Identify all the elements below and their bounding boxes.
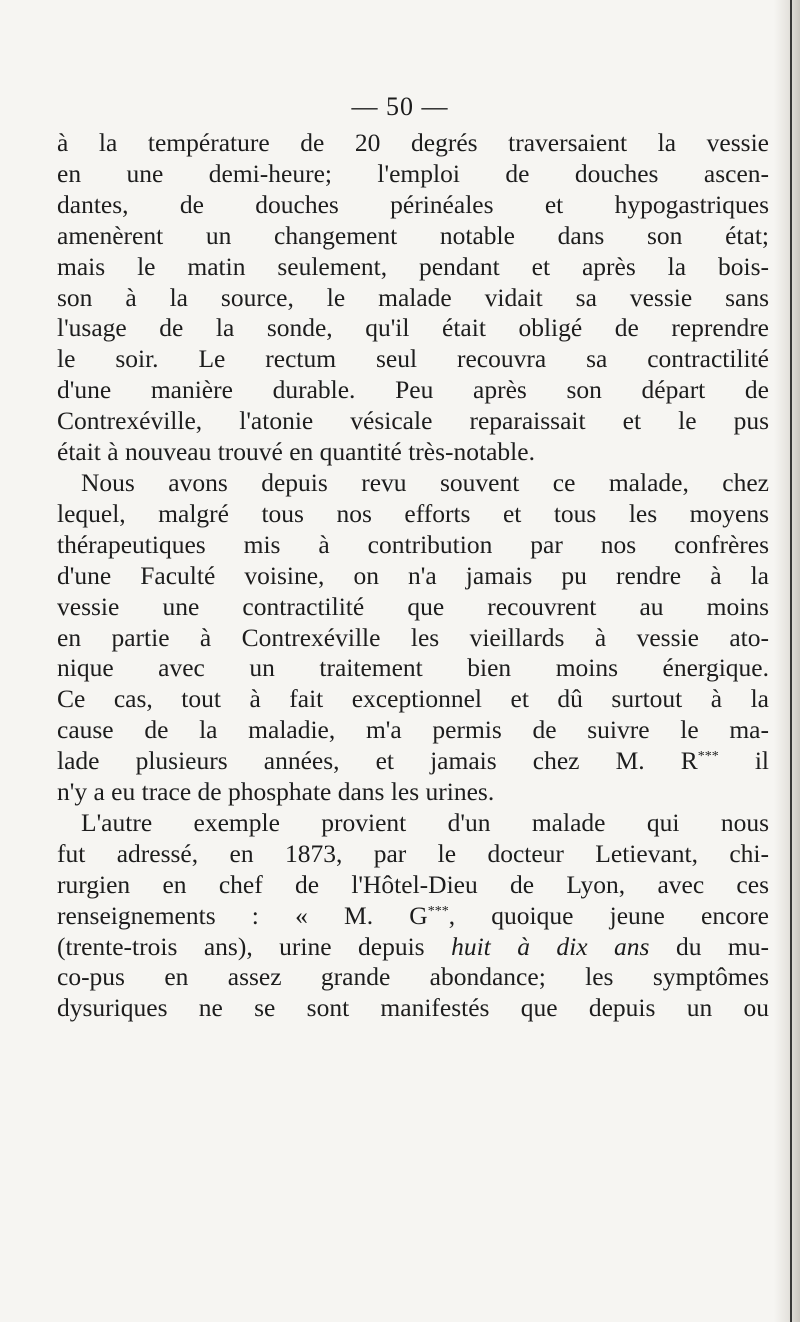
text-line <box>57 901 769 932</box>
text-line: dysuriques ne se sont manifestés que depuis un ou <box>57 993 769 1023</box>
text-line: était à nouveau trouvé en quantité très-notable. <box>57 437 535 467</box>
text-line: thérapeutiques mis à contribution par nos confrères <box>57 529 769 559</box>
text-line: Nous avons depuis revu souvent ce malade, chez <box>81 467 769 497</box>
text-line: cause de la maladie, m'a permis de suivre le ma- <box>57 715 769 745</box>
text-line: mais le matin seulement, pendant et après la bois- <box>57 251 769 281</box>
text-fragment: , quoique jeune encore <box>448 900 769 930</box>
text-fragment: il <box>718 746 770 776</box>
text-line: en partie à Contrexéville les vieillards à vessie ato- <box>57 622 769 652</box>
text-line: fut adressé, en 1873, par le docteur Letievant, chi- <box>57 838 769 868</box>
page-edge-shadow <box>774 0 800 1322</box>
asterism: *** <box>697 749 719 765</box>
text-line <box>57 746 769 777</box>
text-line: dantes, de douches périnéales et hypogastriques <box>57 189 769 219</box>
text-line: d'une manière durable. Peu après son départ de <box>57 375 769 405</box>
asterism: *** <box>427 903 449 919</box>
text-line: vessie une contractilité que recouvrent au moins <box>57 591 769 621</box>
text-line: Contrexéville, l'atonie vésicale reparaissait et le pus <box>57 406 769 436</box>
text-line: nique avec un traitement bien moins énergique. <box>57 653 769 683</box>
text-line: amenèrent un changement notable dans son état; <box>57 220 769 250</box>
text-line: d'une Faculté voisine, on n'a jamais pu rendre à la <box>57 560 769 590</box>
text-line: Ce cas, tout à fait exceptionnel et dû surtout à la <box>57 684 769 714</box>
text-line: le soir. Le rectum seul recouvra sa contractilité <box>57 344 769 374</box>
text-line <box>57 932 769 963</box>
text-line: l'usage de la sonde, qu'il était obligé de reprendre <box>57 313 769 343</box>
text-line: à la température de 20 degrés traversaient la vessie <box>57 128 769 157</box>
text-fragment: renseignements : « M. G <box>57 900 428 930</box>
text-fragment: lade plusieurs années, et jamais chez M. R <box>57 746 698 776</box>
text-line: en une demi-heure; l'emploi de douches ascen- <box>57 158 769 188</box>
page-number: — 50 — <box>351 92 449 121</box>
body-text <box>57 128 769 1024</box>
text-line: lequel, malgré tous nos efforts et tous les moyens <box>57 498 769 528</box>
text-line: co-pus en assez grande abondance; les symptômes <box>57 962 769 992</box>
text-line: son à la source, le malade vidait sa vessie sans <box>57 282 769 312</box>
page-edge-line <box>790 0 792 1322</box>
text-fragment: (trente-trois ans), urine depuis <box>57 931 452 961</box>
text-line: L'autre exemple provient d'un malade qui nous <box>81 807 769 837</box>
italic-phrase: huit à dix ans <box>451 931 650 961</box>
text-line: n'y a eu trace de phosphate dans les urines. <box>57 777 495 807</box>
text-fragment: du mu- <box>649 931 769 961</box>
text-line: rurgien en chef de l'Hôtel-Dieu de Lyon, avec ces <box>57 869 769 899</box>
